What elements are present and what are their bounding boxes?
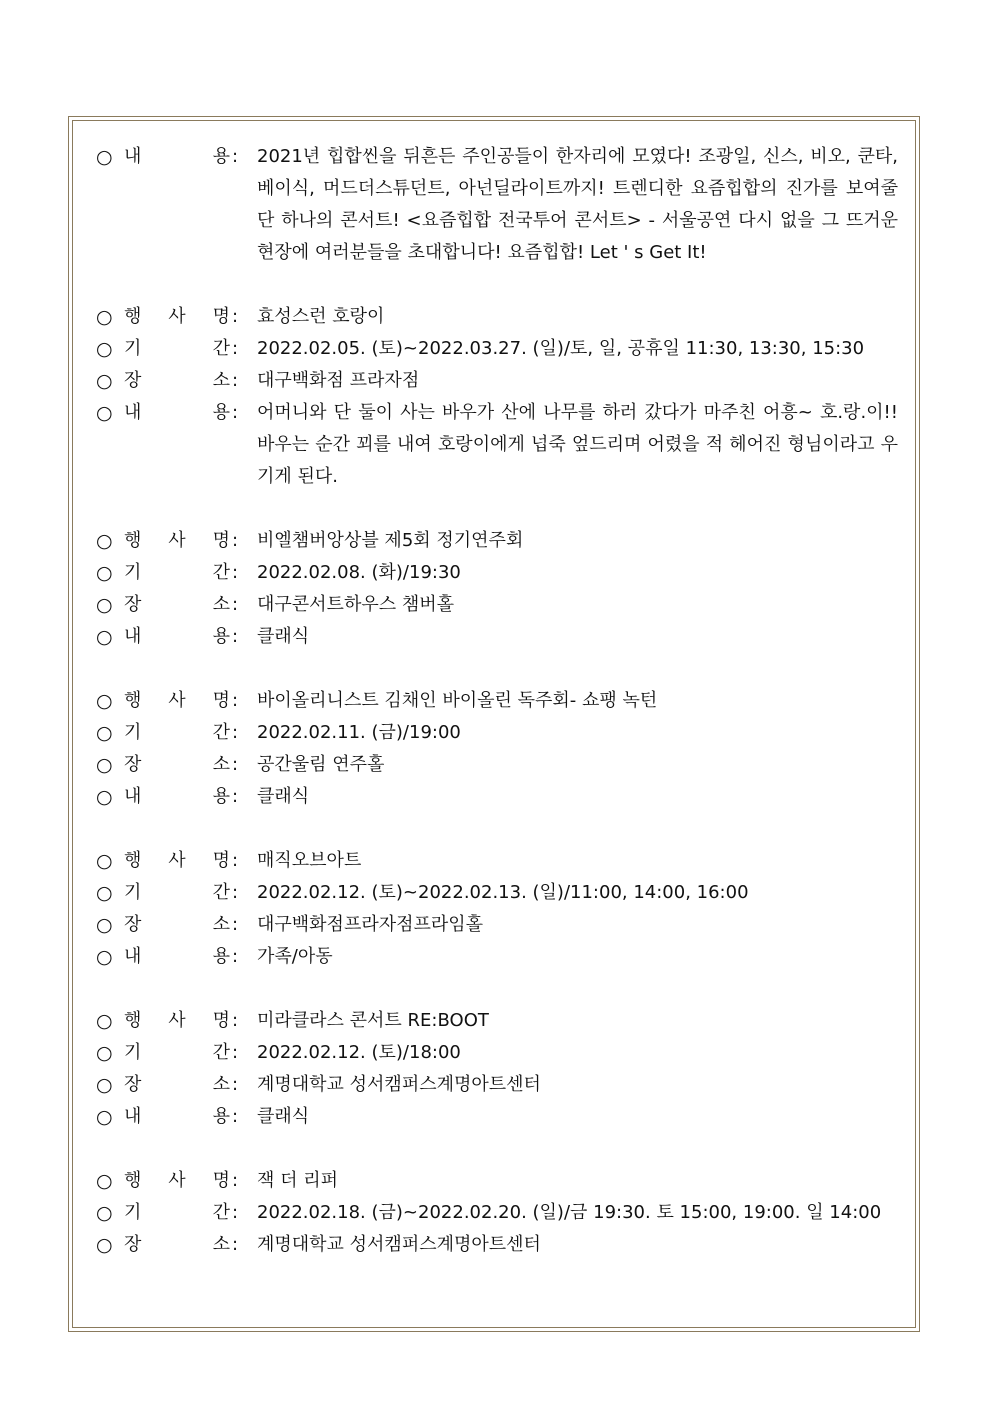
event-content: 클래식 — [257, 786, 310, 807]
circle-bullet-icon: ○ — [96, 370, 113, 392]
event-entry — [96, 1005, 898, 1133]
period-label: 기 간 — [124, 1202, 230, 1223]
event-entry — [96, 525, 898, 653]
period-label: 기 간 — [124, 722, 230, 743]
colon: : — [232, 1106, 239, 1127]
circle-bullet-icon: ○ — [96, 1106, 113, 1128]
circle-bullet-icon: ○ — [96, 1042, 113, 1064]
event-period: 2022.02.12. (토)/18:00 — [257, 1042, 461, 1063]
place-row — [96, 1069, 898, 1101]
content-label: 내 용 — [124, 626, 230, 647]
circle-bullet-icon: ○ — [96, 594, 113, 616]
circle-bullet-icon: ○ — [96, 146, 113, 168]
name-label: 행 사 명 — [124, 530, 230, 551]
colon: : — [232, 562, 239, 583]
circle-bullet-icon: ○ — [96, 850, 113, 872]
event-place: 대구백화점 프라자점 — [257, 370, 420, 391]
place-label: 장 소 — [124, 1234, 230, 1255]
content-label: 내 용 — [124, 786, 230, 807]
colon: : — [232, 306, 239, 327]
place-label: 장 소 — [124, 914, 230, 935]
event-place: 공간울림 연주홀 — [257, 754, 385, 775]
name-label: 행 사 명 — [124, 1170, 230, 1191]
place-row — [96, 749, 898, 781]
colon: : — [232, 722, 239, 743]
content-row — [96, 941, 898, 973]
event-entry — [96, 685, 898, 813]
event-name: 비엘챔버앙상블 제5회 정기연주회 — [257, 530, 524, 551]
colon: : — [232, 1042, 239, 1063]
name-row — [96, 525, 898, 557]
circle-bullet-icon: ○ — [96, 1234, 113, 1256]
colon: : — [232, 370, 239, 391]
place-row — [96, 1229, 898, 1261]
period-label: 기 간 — [124, 562, 230, 583]
event-place: 대구백화점프라자점프라임홀 — [257, 914, 484, 935]
period-row — [96, 717, 898, 749]
place-row — [96, 909, 898, 941]
event-name: 미라클라스 콘서트 RE:BOOT — [257, 1010, 489, 1031]
colon: : — [232, 690, 239, 711]
colon: : — [232, 338, 239, 359]
content-row — [96, 1101, 898, 1133]
colon: : — [232, 402, 239, 423]
colon: : — [232, 754, 239, 775]
circle-bullet-icon: ○ — [96, 1074, 113, 1096]
place-label: 장 소 — [124, 594, 230, 615]
content-label: 내 용 — [124, 946, 230, 967]
colon: : — [232, 1074, 239, 1095]
content-label: 내 용 — [124, 1106, 230, 1127]
name-row — [96, 301, 898, 333]
circle-bullet-icon: ○ — [96, 530, 113, 552]
period-row — [96, 1197, 898, 1229]
name-row — [96, 685, 898, 717]
event-name: 매직오브아트 — [257, 850, 362, 871]
circle-bullet-icon: ○ — [96, 1170, 113, 1192]
place-label: 장 소 — [124, 754, 230, 775]
name-row — [96, 1165, 898, 1197]
circle-bullet-icon: ○ — [96, 306, 113, 328]
circle-bullet-icon: ○ — [96, 914, 113, 936]
name-label: 행 사 명 — [124, 1010, 230, 1031]
event-name: 바이올리니스트 김채인 바이올린 독주회- 쇼팽 녹턴 — [257, 690, 658, 711]
circle-bullet-icon: ○ — [96, 1202, 113, 1224]
name-label: 행 사 명 — [124, 690, 230, 711]
circle-bullet-icon: ○ — [96, 626, 113, 648]
colon: : — [232, 594, 239, 615]
place-row — [96, 589, 898, 621]
period-row — [96, 877, 898, 909]
period-row — [96, 557, 898, 589]
circle-bullet-icon: ○ — [96, 946, 113, 968]
colon: : — [232, 850, 239, 871]
colon: : — [232, 1170, 239, 1191]
colon: : — [232, 530, 239, 551]
content-label: 내 용 — [124, 402, 230, 423]
circle-bullet-icon: ○ — [96, 690, 113, 712]
event-period: 2022.02.11. (금)/19:00 — [257, 722, 461, 743]
period-label: 기 간 — [124, 882, 230, 903]
period-label: 기 간 — [124, 338, 230, 359]
event-entry — [96, 845, 898, 973]
place-label: 장 소 — [124, 370, 230, 391]
colon: : — [232, 146, 239, 167]
colon: : — [232, 914, 239, 935]
event-period: 2022.02.12. (토)~2022.02.13. (일)/11:00, 14:00, 16:00 — [257, 882, 749, 903]
colon: : — [232, 1010, 239, 1031]
event-place: 계명대학교 성서캠퍼스계명아트센터 — [257, 1074, 541, 1095]
content-row — [96, 781, 898, 813]
document-frame — [68, 116, 920, 1332]
name-row — [96, 1005, 898, 1037]
event-name: 효성스런 호랑이 — [257, 306, 385, 327]
colon: : — [232, 786, 239, 807]
colon: : — [232, 1234, 239, 1255]
circle-bullet-icon: ○ — [96, 1010, 113, 1032]
event-place: 대구콘서트하우스 챔버홀 — [257, 594, 454, 615]
event-entry — [96, 301, 898, 493]
event-content: 어머니와 단 둘이 사는 바우가 산에 나무를 하러 갔다가 마주친 어흥~ 호.랑.이!! 바우는 순간 꾀를 내여 호랑이에게 넙죽 엎드리며 어렸을 적 헤어진 형님이라고 우기게 된다. — [257, 402, 898, 487]
event-content: 클래식 — [257, 1106, 310, 1127]
name-row — [96, 845, 898, 877]
circle-bullet-icon: ○ — [96, 562, 113, 584]
content-row — [96, 397, 898, 493]
place-label: 장 소 — [124, 1074, 230, 1095]
period-label: 기 간 — [124, 1042, 230, 1063]
event-period: 2022.02.18. (금)~2022.02.20. (일)/금 19:30. 토 15:00, 19:00. 일 14:00 — [257, 1202, 882, 1223]
place-row — [96, 365, 898, 397]
colon: : — [232, 626, 239, 647]
colon: : — [232, 1202, 239, 1223]
content-value: 2021년 힙합씬을 뒤흔든 주인공들이 한자리에 모였다! 조광일, 신스, 비오, 쿤타, 베이식, 머드더스튜던트, 아넌딜라이트까지! 트렌디한 요즘힙합의 진가를 보여줄 단 하나의 콘서트! <요즘힙합 전국투어 콘서트> - 서울공연 다시 없을 그 뜨거운 현장에 여러분들을 초대합니다! 요즘힙합! Let ' s Get It! — [257, 146, 898, 263]
event-content: 클래식 — [257, 626, 310, 647]
circle-bullet-icon: ○ — [96, 786, 113, 808]
name-label: 행 사 명 — [124, 306, 230, 327]
event-period: 2022.02.08. (화)/19:30 — [257, 562, 461, 583]
circle-bullet-icon: ○ — [96, 722, 113, 744]
circle-bullet-icon: ○ — [96, 338, 113, 360]
colon: : — [232, 882, 239, 903]
event-place: 계명대학교 성서캠퍼스계명아트센터 — [257, 1234, 541, 1255]
content-label: 내 용 — [124, 146, 230, 167]
event-entry-continued — [96, 141, 898, 269]
content-row — [96, 141, 898, 269]
event-list — [96, 141, 898, 1293]
period-row — [96, 1037, 898, 1069]
event-content: 가족/아동 — [257, 946, 333, 967]
content-row — [96, 621, 898, 653]
name-label: 행 사 명 — [124, 850, 230, 871]
event-period: 2022.02.05. (토)~2022.03.27. (일)/토, 일, 공휴일 11:30, 13:30, 15:30 — [257, 338, 865, 359]
circle-bullet-icon: ○ — [96, 882, 113, 904]
circle-bullet-icon: ○ — [96, 402, 113, 424]
period-row — [96, 333, 898, 365]
event-entry — [96, 1165, 898, 1261]
event-name: 잭 더 리퍼 — [257, 1170, 338, 1191]
colon: : — [232, 946, 239, 967]
circle-bullet-icon: ○ — [96, 754, 113, 776]
